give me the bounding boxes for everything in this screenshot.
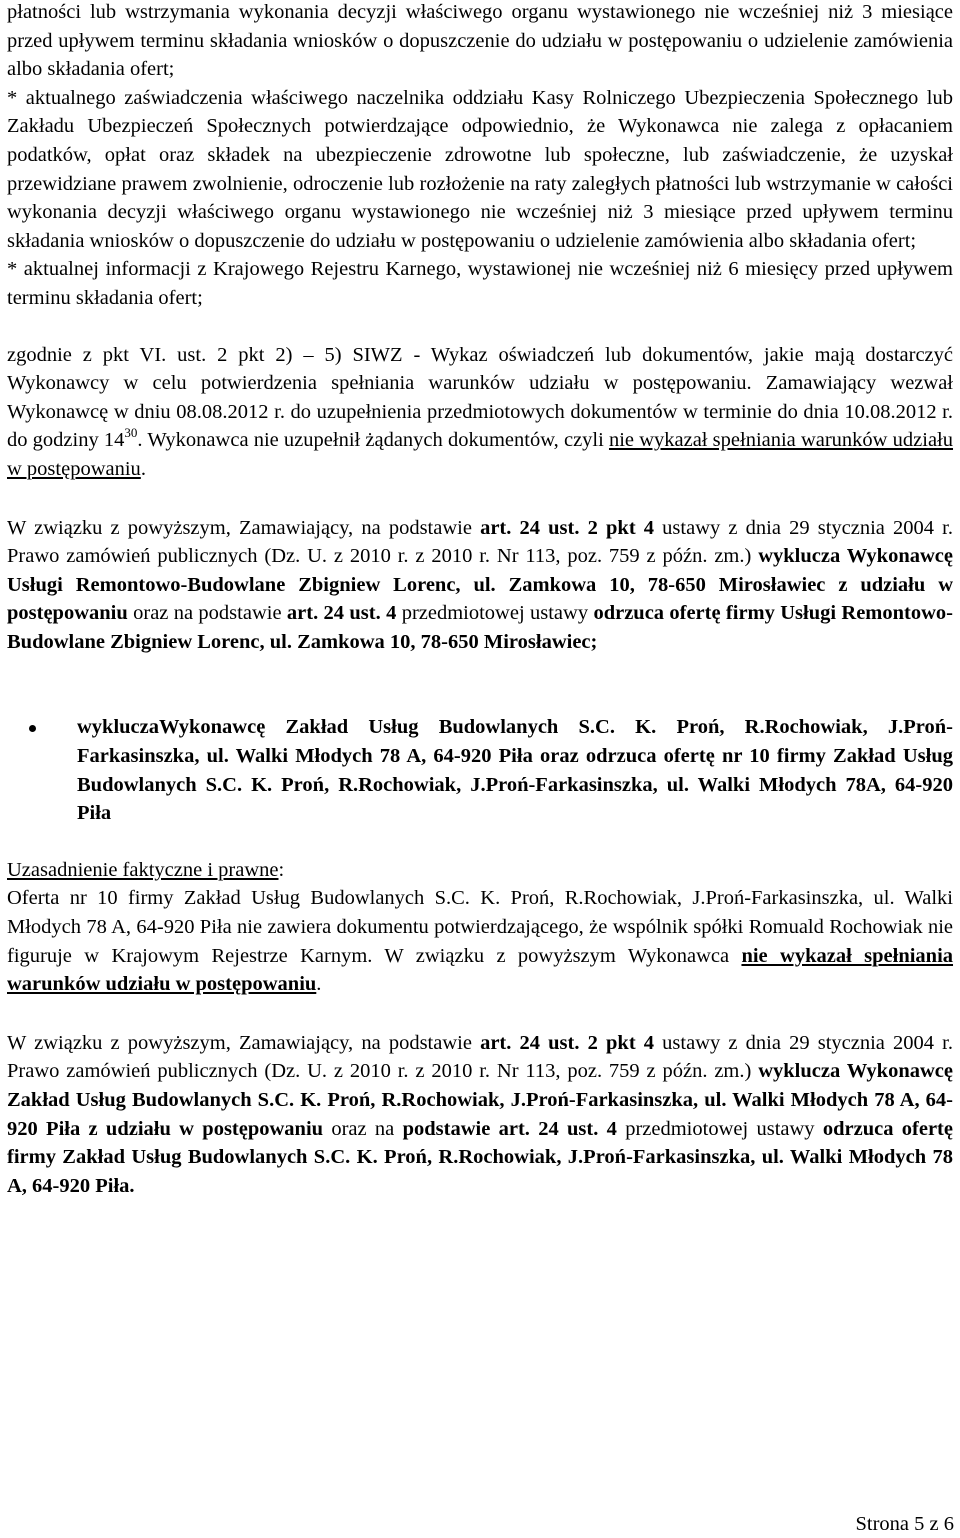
paragraph-1: płatności lub wstrzymania wykonania decyzji właściwego organu wystawionego nie wcześniej niż 3 miesiące przed upływem terminu składania wniosków o dopuszczenie do udziału w postępowaniu o udzielenie zamówienia albo składania ofert; bbox=[7, 1, 953, 81]
p7-text-1: Oferta nr 10 firmy Zakład Usług Budowlanych S.C. K. Proń, R.Rochowiak, J.Proń-Farkasinszka, ul. Walki Młodych 78 A, 64-920 Piła nie zawiera dokumentu potwierdzającego, że wspólnik spółki Romuald Rochowiak nie figuruje w Krajowym Rejestrze Karnym. W związku z powyższym Wykonawca bbox=[7, 887, 953, 967]
p8-bold-2: wyklucza Wykonawcę Zakład Usług Budowlanych S.C. K. Proń, R.Rochowiak, J.Proń-Farkasinszka, ul. Walki Młodych 78 A, 64-920 Piła z udziału w postępowaniu bbox=[7, 1060, 953, 1140]
paragraph-3: * aktualnej informacji z Krajowego Rejestru Karnego, wystawionej nie wcześniej niż 6 miesięcy przed upływem terminu składania ofert; bbox=[7, 258, 953, 309]
page-number: Strona 5 z 6 bbox=[855, 1513, 954, 1535]
p4-underlined: nie wykazał spełniania warunków udziału w postępowaniu bbox=[7, 429, 954, 480]
p5-text-1: W związku z powyższym, Zamawiający, na podstawie bbox=[7, 516, 481, 539]
paragraph-8 bbox=[7, 1029, 953, 1201]
p5-text-2: ustawy z dnia 29 stycznia 2004 r. Prawo zamówień publicznych (Dz. U. z 2010 r. z 2010 r. Nr 113, poz. 759 z późn. zm.) bbox=[7, 516, 953, 568]
heading-underlined: Uzasadnienie faktyczne i prawne bbox=[7, 858, 279, 881]
p8-text-2: ustawy z dnia 29 stycznia 2004 r. Prawo zamówień publicznych (Dz. U. z 2010 r. z 2010 r. Nr 113, poz. 759 z późn. zm.) bbox=[7, 1031, 953, 1083]
p8-bold-4: odrzuca ofertę firmy Zakład Usług Budowlanych S.C. K. Proń, R.Rochowiak, J.Proń-Farkasinszka, ul. Walki Młodych 78 A, 64-920 Piła. bbox=[7, 1117, 953, 1197]
p7-text-2: . bbox=[316, 973, 322, 996]
p5-bold-2: wyklucza Wykonawcę Usługi Remontowo-Budowlane Zbigniew Lorenc, ul. Zamkowa 10, 78-650 Mirosławiec z udziału w postępowaniu bbox=[7, 545, 953, 625]
heading-colon: : bbox=[278, 858, 285, 881]
p5-bold-3: art. 24 ust. 4 bbox=[286, 602, 397, 625]
p4-text-3: . bbox=[140, 457, 146, 480]
p8-bold-3: podstawie art. 24 ust. 4 bbox=[402, 1117, 617, 1140]
p8-text-4: przedmiotowej ustawy bbox=[616, 1117, 823, 1140]
p4-text-2: . Wykonawca nie uzupełnił żądanych dokumentów, czyli bbox=[137, 429, 609, 452]
p5-bold-4: odrzuca ofertę firmy Usługi Remontowo-Budowlane Zbigniew Lorenc, ul. Zamkowa 10, 78-650 Mirosławiec; bbox=[7, 602, 953, 653]
p5-text-4: przedmiotowej ustawy bbox=[396, 602, 594, 625]
p4-text-1: zgodnie z pkt VI. ust. 2 pkt 2) – 5) SIWZ - Wykaz oświadczeń lub dokumentów, jakie mają dostarczyć Wykonawcy w celu potwierdzenia spełniania warunków udziału w postępowaniu. Zamawiający wezwał Wykonawcę w dniu 08.08.2012 r. do uzupełnienia przedmiotowych dokumentów w terminie do dnia 10.08.2012 r. do godziny 14 bbox=[7, 343, 953, 452]
bullet-text: wykluczaWykonawcę Zakład Usług Budowlanych S.C. K. Proń, R.Rochowiak, J.Proń-Farkasinszka, ul. Walki Młodych 78 A, 64-920 Piła oraz odrzuca ofertę nr 10 firmy Zakład Usług Budowlanych S.C. K. Proń, R.Rochowiak, J.Proń-Farkasinszka, ul. Walki Młodych 78A, 64-920 Piła bbox=[77, 716, 953, 825]
paragraph-4 bbox=[7, 341, 953, 484]
p8-text-3: oraz na bbox=[323, 1117, 403, 1140]
p4-superscript: 30 bbox=[124, 425, 138, 441]
section-heading bbox=[7, 856, 953, 885]
p5-text-3: oraz na podstawie bbox=[127, 602, 287, 625]
paragraph-7 bbox=[7, 884, 953, 998]
p8-bold-1: art. 24 ust. 2 pkt 4 bbox=[480, 1031, 655, 1054]
p8-text-1: W związku z powyższym, Zamawiający, na podstawie bbox=[7, 1031, 481, 1054]
paragraph-5 bbox=[7, 514, 953, 657]
document-page bbox=[7, 0, 953, 1200]
paragraph-2: * aktualnego zaświadczenia właściwego naczelnika oddziału Kasy Rolniczego Ubezpieczenia Społecznego lub Zakładu Ubezpieczeń Społecznych potwierdzające odpowiednio, że Wykonawca nie zalega z opłacaniem podatków, opłat oraz składek na ubezpieczenie zdrowotne lub społeczne, lub zaświadczenie, że uzyskał przewidziane prawem zwolnienie, odroczenie lub rozłożenie na raty zaległych płatności lub wstrzymanie w całości wykonania decyzji właściwego organu wystawionego nie wcześniej niż 3 miesiące przed upływem terminu składania wniosków o dopuszczenie do udziału w postępowaniu o udzielenie zamówienia albo składania ofert; bbox=[7, 86, 953, 252]
list-item bbox=[7, 713, 953, 827]
bullet-list bbox=[7, 713, 953, 827]
p7-bold-underlined: nie wykazał spełniania warunków udziału w postępowaniu bbox=[7, 944, 954, 996]
bullet-dot-icon bbox=[29, 725, 36, 732]
p5-bold-1: art. 24 ust. 2 pkt 4 bbox=[480, 516, 655, 539]
